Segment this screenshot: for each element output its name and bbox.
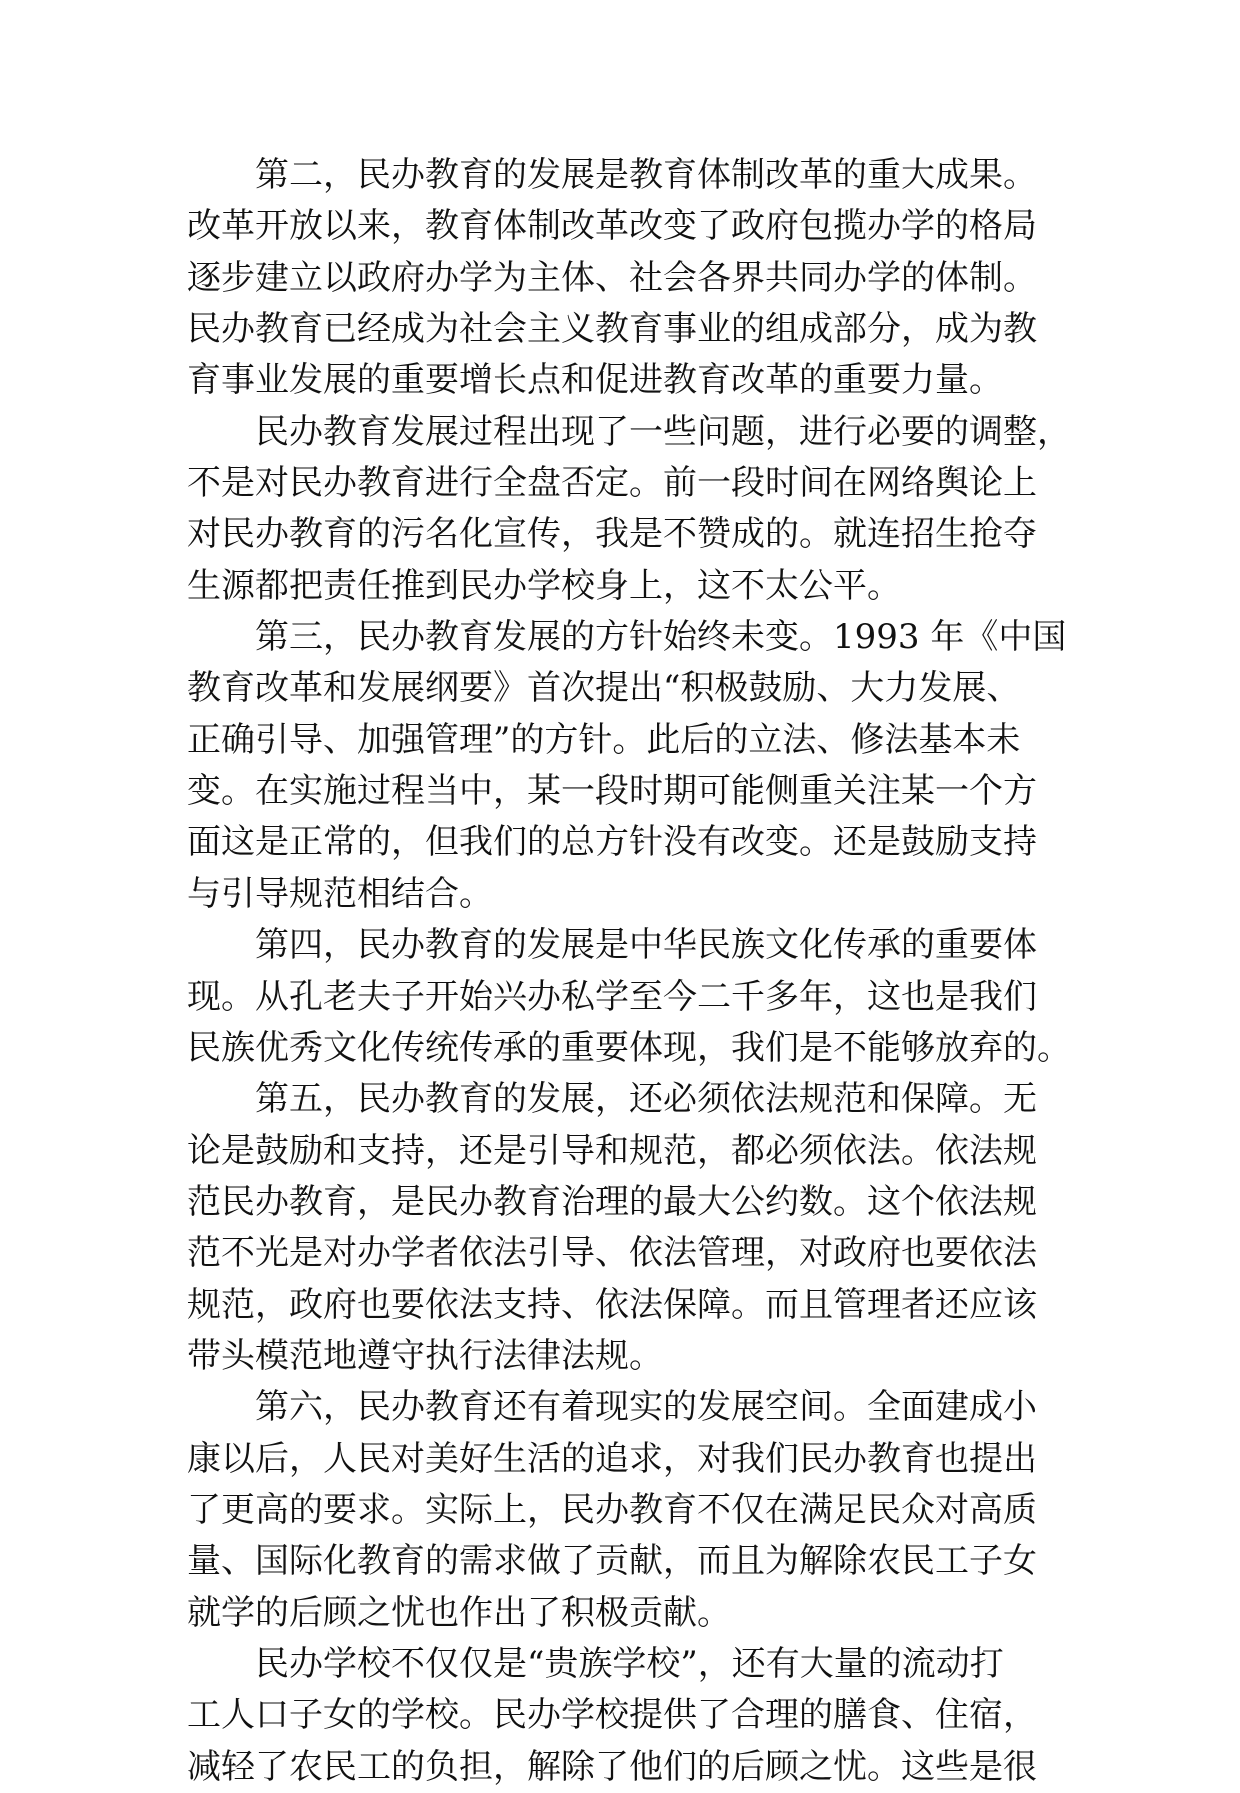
text-line: 范不光是对办学者依法引导、依法管理，对政府也要依法 [187, 1233, 1037, 1274]
paragraph-first-line: 民办学校不仅仅是“贵族学校”，还有大量的流动打 [255, 1643, 1004, 1684]
paragraph-first-line: 第二，民办教育的发展是教育体制改革的重大成果。 [255, 155, 1037, 195]
text-line: 减轻了农民工的负担，解除了他们的后顾之忧。这些是很 [187, 1746, 1037, 1787]
paragraph-first-line: 第四，民办教育的发展是中华民族文化传承的重要体 [255, 925, 1037, 966]
text-line: 范民办教育，是民办教育治理的最大公约数。这个依法规 [187, 1181, 1037, 1222]
text-line: 康以后，人民对美好生活的追求，对我们民办教育也提出 [187, 1438, 1037, 1479]
text-line: 教育改革和发展纲要》首次提出“积极鼓励、大力发展、 [187, 668, 1021, 709]
text-line: 民族优秀文化传统传承的重要体现，我们是不能够放弃的。 [187, 1027, 1071, 1068]
text-line: 现。从孔老夫子开始兴办私学至今二千多年，这也是我们 [187, 976, 1037, 1017]
text-line: 规范，政府也要依法支持、依法保障。而且管理者还应该 [187, 1284, 1037, 1325]
text-line: 逐步建立以政府办学为主体、社会各界共同办学的体制。 [187, 257, 1037, 298]
text-line: 就学的后顾之忧也作出了积极贡献。 [187, 1592, 731, 1633]
text-line: 带头模范地遵守执行法律法规。 [187, 1335, 663, 1376]
text-line: 变。在实施过程当中，某一段时期可能侧重关注某一个方 [187, 771, 1037, 812]
text-line: 面这是正常的，但我们的总方针没有改变。还是鼓励支持 [187, 822, 1037, 863]
text-line: 改革开放以来，教育体制改革改变了政府包揽办学的格局 [187, 206, 1037, 247]
paragraph-first-line: 第六，民办教育还有着现实的发展空间。全面建成小 [255, 1387, 1037, 1428]
text-line: 与引导规范相结合。 [187, 873, 493, 914]
body-text [187, 150, 1071, 1793]
text-line: 论是鼓励和支持，还是引导和规范，都必须依法。依法规 [187, 1130, 1037, 1171]
text-line: 对民办教育的污名化宣传，我是不赞成的。就连招生抢夺 [187, 514, 1037, 555]
text-line: 民办教育已经成为社会主义教育事业的组成部分，成为教 [187, 309, 1037, 350]
text-line: 了更高的要求。实际上，民办教育不仅在满足民众对高质 [187, 1489, 1037, 1530]
text-line: 工人口子女的学校。民办学校提供了合理的膳食、住宿， [187, 1695, 1037, 1736]
text-line: 量、国际化教育的需求做了贡献，而且为解除农民工子女 [187, 1541, 1037, 1582]
text-line: 育事业发展的重要增长点和促进教育改革的重要力量。 [187, 360, 1003, 401]
paragraph-first-line: 民办教育发展过程出现了一些问题，进行必要的调整， [255, 411, 1071, 452]
text-line: 不是对民办教育进行全盘否定。前一段时间在网络舆论上 [187, 463, 1037, 504]
text-line: 正确引导、加强管理”的方针。此后的立法、修法基本未 [187, 719, 1021, 760]
paragraph-first-line: 第三，民办教育发展的方针始终未变。1993 年《中国 [255, 617, 1067, 658]
paragraph-first-line: 第五，民办教育的发展，还必须依法规范和保障。无 [255, 1079, 1037, 1120]
text-line: 生源都把责任推到民办学校身上，这不太公平。 [187, 565, 901, 606]
